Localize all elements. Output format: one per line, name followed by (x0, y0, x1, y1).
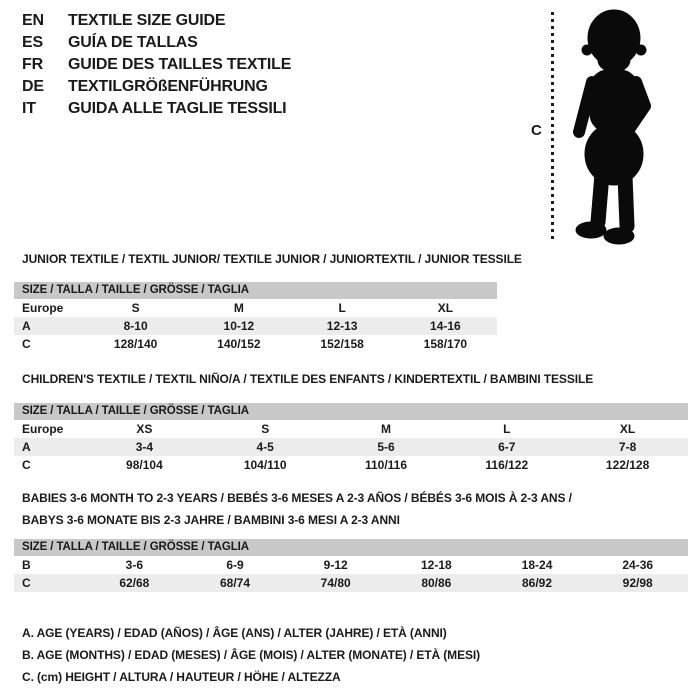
section-title-children (22, 368, 593, 390)
language-label: TEXTILGRÖßENFÜHRUNG (68, 78, 268, 95)
size-value-cell: 7-8 (618, 440, 637, 454)
section-title-line: BABYS 3-6 MONATE BIS 2-3 JAHRE / BAMBINI 3-6 MESI A 2-3 ANNI (22, 513, 400, 527)
size-value-cell: 6-9 (226, 558, 244, 572)
size-value-cell: XS (136, 422, 153, 436)
language-code: FR (22, 56, 43, 73)
size-value-cell: M (380, 422, 391, 436)
size-value-cell: 128/140 (113, 337, 158, 351)
size-value-cell: 3-4 (135, 440, 154, 454)
size-value-cell: 86/92 (522, 576, 553, 590)
size-value-cell: 6-7 (498, 440, 516, 454)
language-code: IT (22, 100, 36, 117)
size-value-cell: 80/86 (421, 576, 452, 590)
legend-note-c: C. (cm) HEIGHT / ALTURA / HAUTEUR / HÖHE / ALTEZZA (22, 670, 341, 684)
legend-notes (22, 622, 480, 688)
size-value-cell: 110/116 (364, 458, 408, 472)
section-title-junior (22, 248, 522, 270)
size-value-cell: L (503, 422, 511, 436)
row-label: B (22, 558, 31, 572)
row-label: A (22, 440, 31, 454)
size-value-cell: 140/152 (217, 337, 261, 351)
language-row (22, 98, 291, 120)
table-row (14, 317, 497, 335)
table-row (14, 574, 688, 592)
table-row (14, 299, 497, 317)
size-value-cell: 62/68 (119, 576, 150, 590)
row-label: Europe (22, 301, 64, 315)
junior-size-table (14, 282, 497, 353)
height-measure-label: C (531, 122, 542, 139)
language-label: TEXTILE SIZE GUIDE (68, 12, 226, 29)
size-value-cell: 5-6 (377, 440, 395, 454)
size-value-cell: 98/104 (126, 458, 163, 472)
table-header: SIZE / TALLA / TAILLE / GRÖSSE / TAGLIA (14, 403, 688, 420)
table-body (14, 299, 497, 353)
language-label: GUÍA DE TALLAS (68, 34, 198, 51)
language-row (22, 32, 291, 54)
table-body (14, 420, 688, 474)
size-value-cell: 3-6 (125, 558, 143, 572)
language-code: EN (22, 12, 44, 29)
size-value-cell: 116/122 (485, 458, 529, 472)
babies-size-table (14, 539, 688, 592)
size-value-cell: 10-12 (223, 319, 255, 333)
size-value-cell: 158/170 (423, 337, 468, 351)
size-value-cell: 104/110 (243, 458, 287, 472)
size-value-cell: 8-10 (123, 319, 148, 333)
row-label: C (22, 458, 31, 472)
table-row (14, 556, 688, 574)
children-size-table (14, 403, 688, 474)
table-row (14, 456, 688, 474)
table-body (14, 556, 688, 592)
size-value-cell: 152/158 (320, 337, 364, 351)
size-value-cell: 92/98 (622, 576, 653, 590)
row-label: A (22, 319, 31, 333)
table-header: SIZE / TALLA / TAILLE / GRÖSSE / TAGLIA (14, 539, 688, 556)
height-measure-dotted-line (551, 12, 554, 243)
size-value-cell: M (233, 301, 244, 315)
table-row (14, 335, 497, 353)
size-value-cell: 122/128 (605, 458, 650, 472)
language-code: DE (22, 78, 44, 95)
language-list (22, 10, 291, 120)
size-value-cell: XL (619, 422, 636, 436)
table-row (14, 438, 688, 456)
table-row (14, 420, 688, 438)
size-value-cell: L (338, 301, 346, 315)
size-value-cell: 4-5 (256, 440, 274, 454)
row-label: C (22, 576, 31, 590)
size-value-cell: 68/74 (219, 576, 251, 590)
section-title-line: JUNIOR TEXTILE / TEXTIL JUNIOR/ TEXTILE JUNIOR / JUNIORTEXTIL / JUNIOR TESSILE (22, 252, 522, 266)
size-value-cell: 12-18 (421, 558, 452, 572)
section-title-line: BABIES 3-6 MONTH TO 2-3 YEARS / BEBÉS 3-6 MESES A 2-3 AÑOS / BÉBÉS 3-6 MOIS À 2-3 ANS / (22, 491, 572, 505)
row-label: C (22, 337, 31, 351)
size-value-cell: S (131, 301, 140, 315)
size-value-cell: 24-36 (622, 558, 654, 572)
language-row (22, 10, 291, 32)
size-value-cell: 18-24 (521, 558, 553, 572)
section-title-babies (22, 487, 572, 531)
language-label: GUIDE DES TAILLES TEXTILE (68, 56, 292, 73)
size-value-cell: 74/80 (320, 576, 351, 590)
size-value-cell: XL (437, 301, 454, 315)
language-label: GUIDA ALLE TAGLIE TESSILI (68, 100, 287, 117)
language-code: ES (22, 34, 43, 51)
size-value-cell: 12-13 (326, 319, 358, 333)
section-title-line: CHILDREN'S TEXTILE / TEXTIL NIÑO/A / TEXTILE DES ENFANTS / KINDERTEXTIL / BAMBINI TESSILE (22, 372, 594, 386)
row-label: Europe (22, 422, 64, 436)
size-value-cell: 14-16 (430, 319, 461, 333)
legend-note-a: A. AGE (YEARS) / EDAD (AÑOS) / ÂGE (ANS) / ALTER (JAHRE) / ETÀ (ANNI) (22, 626, 447, 640)
legend-note-b: B. AGE (MONTHS) / EDAD (MESES) / ÂGE (MOIS) / ALTER (MONATE) / ETÀ (MESI) (22, 648, 481, 662)
toddler-silhouette-icon (562, 6, 662, 246)
table-header: SIZE / TALLA / TAILLE / GRÖSSE / TAGLIA (14, 282, 497, 299)
size-value-cell: 9-12 (323, 558, 348, 572)
language-row (22, 76, 291, 98)
language-row (22, 54, 291, 76)
size-value-cell: S (261, 422, 270, 436)
